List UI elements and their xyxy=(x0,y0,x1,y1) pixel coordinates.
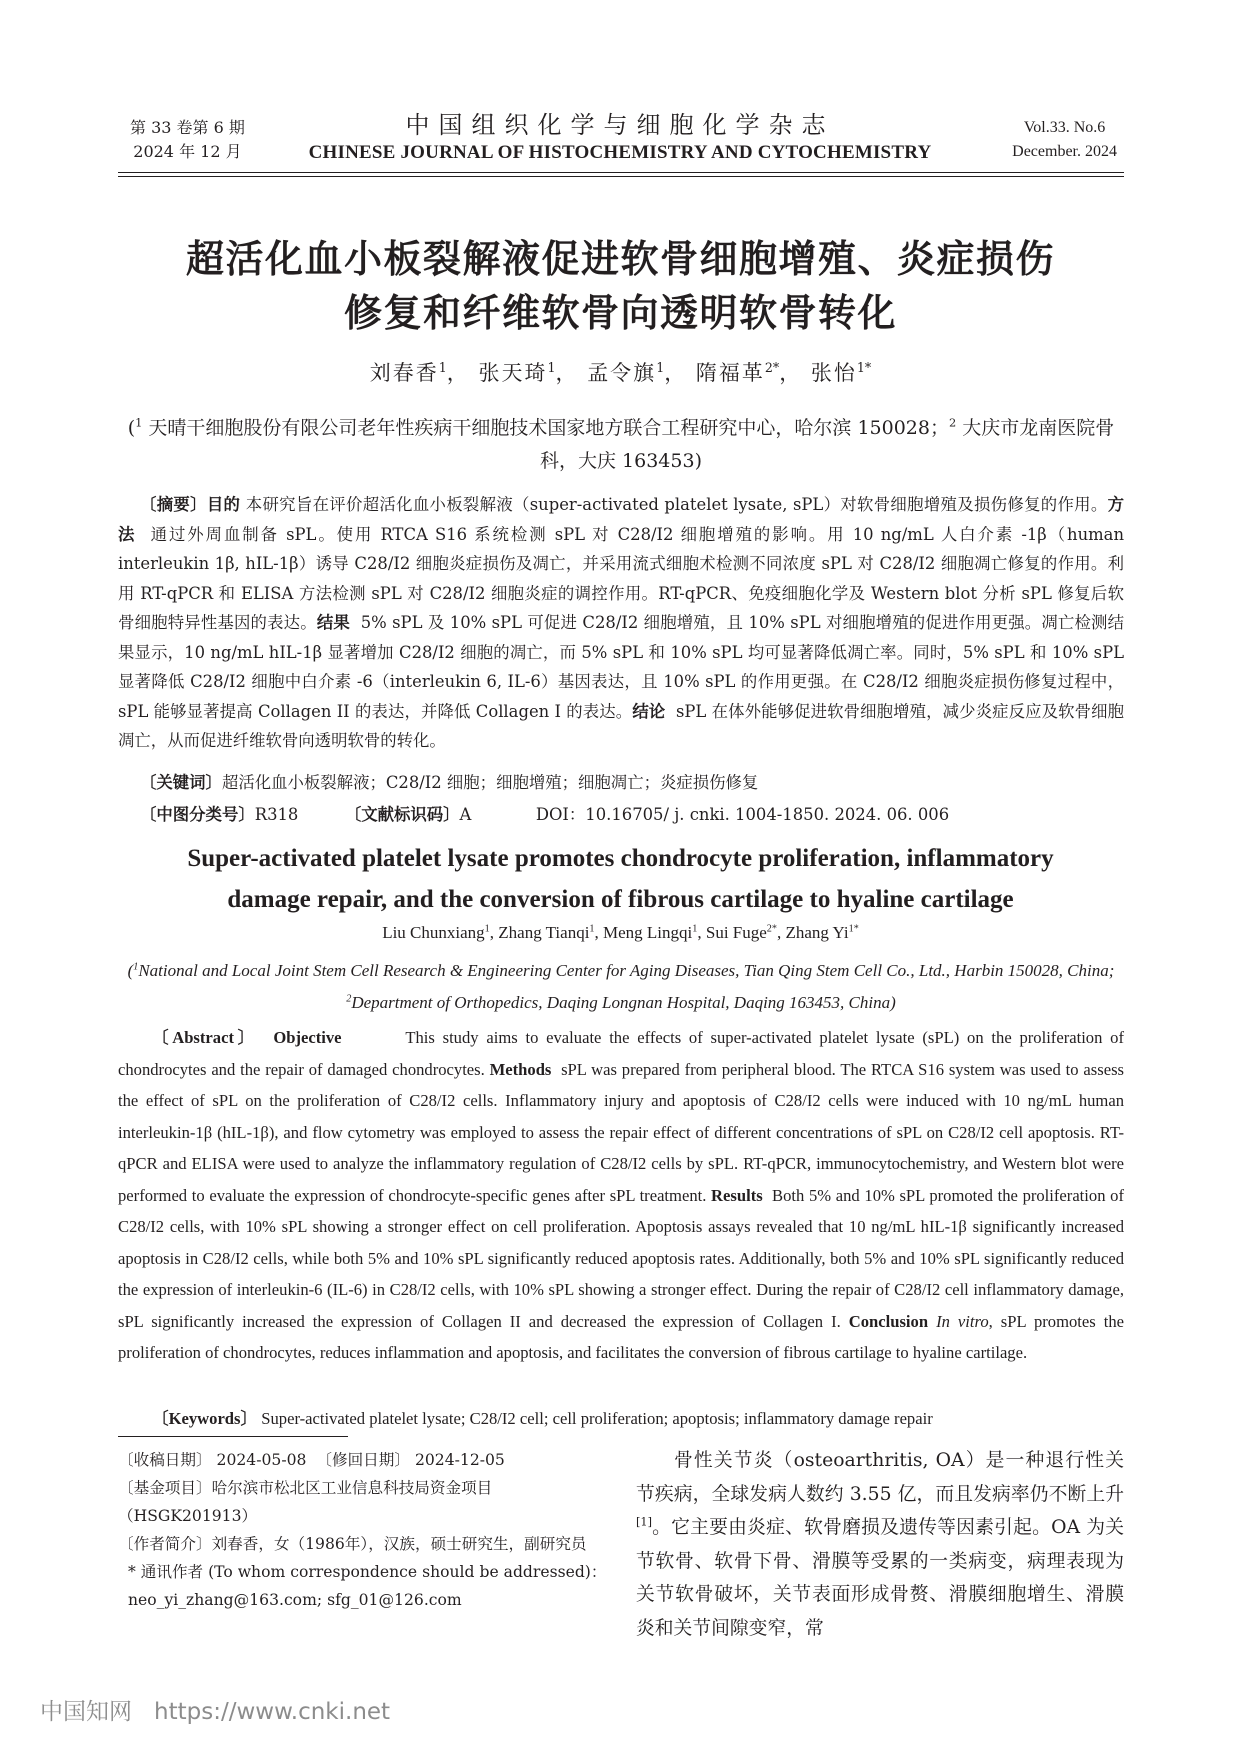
classification-cn xyxy=(140,800,1124,830)
affiliation-text-1: 天晴干细胞股份有限公司老年性疾病干细胞技术国家地方联合工程研究中心，哈尔滨 150028； xyxy=(142,417,949,439)
keywords-cn-label: 〔关键词〕 xyxy=(140,773,222,792)
revised-date-label: 〔修回日期〕 xyxy=(316,1451,410,1469)
author-affiliation-mark: 1 xyxy=(656,360,665,375)
article-title-en-line2: damage repair, and the conversion of fibrous cartilage to hyaline cartilage xyxy=(227,886,1014,913)
citation-ref: [1] xyxy=(636,1515,652,1529)
author-en: Zhang Yi xyxy=(785,923,849,942)
journal-title-cn: 中国组织化学与细胞化学杂志 xyxy=(405,111,835,139)
abstract-en-objective-label: Objective xyxy=(273,1028,342,1047)
affiliation-text-2: 大庆市龙南医院骨科，大庆 163453) xyxy=(540,417,1115,472)
header-volume-cn: 第 33 卷第 6 期 xyxy=(130,118,245,137)
document-code-value: A xyxy=(459,805,472,824)
author-affiliation-mark: 1 xyxy=(484,923,490,935)
document-code-label: 〔文献标识码〕 xyxy=(344,805,460,824)
journal-masthead xyxy=(260,110,980,166)
header-issue-cn xyxy=(130,116,245,164)
author-affiliation-mark: 1 xyxy=(438,360,447,375)
body-paragraph xyxy=(636,1444,1124,1646)
affiliation-cn xyxy=(118,412,1124,478)
author-en: Zhang Tianqi xyxy=(498,923,590,942)
footnotes xyxy=(118,1446,608,1614)
header-rule-thin xyxy=(118,176,1124,177)
body-paragraph-text-cont: 。它主要由炎症、软骨磨损及遗传等因素引起。OA 为关节软骨、软骨下骨、滑膜等受累的一类病变，病理表现为关节软骨破坏，关节表面形成骨赘、滑膜细胞增生、滑膜炎和关节间隙变窄，常 xyxy=(636,1517,1124,1639)
header-issue-en xyxy=(1012,116,1117,164)
article-title-cn-line1: 超活化血小板裂解液促进软骨细胞增殖、炎症损伤 xyxy=(185,237,1055,281)
abstract-en-results-label: Results xyxy=(711,1185,763,1205)
fund-text: 哈尔滨市松北区工业信息科技局资金项目（HSGK201913） xyxy=(118,1479,493,1525)
abstract-en-methods-label: Methods xyxy=(489,1059,552,1079)
keywords-cn-text: 超活化血小板裂解液；C28/I2 细胞；细胞增殖；细胞凋亡；炎症损伤修复 xyxy=(221,773,759,792)
author-affiliation-mark: 1 xyxy=(547,360,556,375)
author-cn: 刘春香 xyxy=(369,361,439,385)
author-affiliation-mark: 1* xyxy=(856,360,872,375)
footnote-dates xyxy=(118,1446,608,1474)
article-title-en xyxy=(100,838,1141,920)
fund-label: 〔基金项目〕 xyxy=(118,1479,212,1497)
affiliation-paren: ( xyxy=(127,417,136,439)
abstract-cn-methods-label: 方法 xyxy=(118,495,1124,544)
cnki-watermark xyxy=(40,1693,390,1726)
author-cn: 孟令旗 xyxy=(587,361,657,385)
body-paragraph-text: 骨性关节炎（osteoarthritis, OA）是一种退行性关节疾病，全球发病人数约 3.55 亿，而且发病率仍不断上升 xyxy=(636,1450,1124,1505)
abstract-en-label: 〔Abstract〕 xyxy=(152,1028,258,1047)
abstract-en-conclusion-label: Conclusion xyxy=(848,1311,929,1331)
article-title-cn-line2: 修复和纤维软骨向透明软骨转化 xyxy=(343,291,897,335)
keywords-en-label: 〔Keywords〕 xyxy=(152,1409,258,1428)
affiliation-paren: ( xyxy=(127,961,134,980)
abstract-en-methods: sPL was prepared from peripheral blood. The RTCA S16 system was used to assess the effect of sPL on the proliferation of C28/I2 cells. Inflammatory injury and apoptosis of C28/I2 cells were induced with 10 ng/mL human interleukin-1β (hIL-1β), and flow cytometry was employed to assess the repair effect of different concentrations of sPL on C28/I2 cell apoptosis. RT-qPCR and ELISA were used to analyze the inflammatory regulation of C28/I2 cells by sPL. RT-qPCR, immunocytochemistry, and Western blot were performed to evaluate the expression of chondrocyte-specific genes after sPL treatment. xyxy=(118,1059,1124,1205)
abstract-en-conclusion-italic: In vitro xyxy=(936,1311,989,1331)
abstract-cn-objective: 本研究旨在评价超活化血小板裂解液（super-activated platelet lysate, sPL）对软骨细胞增殖及损伤修复的作用。 xyxy=(245,495,1108,514)
affiliation-number: 2 xyxy=(346,993,352,1005)
abstract-en xyxy=(118,1022,1124,1369)
abstract-cn-conclusion-label: 结论 xyxy=(632,701,666,721)
abstract-en-results: Both 5% and 10% sPL promoted the proliferation of C28/I2 cells, with 10% sPL showing a stronger effect on cell proliferation. Apoptosis assays revealed that 10 ng/mL hIL-1β significantly increased apoptosis in C28/I2 cells, while both 5% and 10% sPL significantly reduced apoptosis rates. Additionally, both 5% and 10% sPL significantly reduced the expression of interleukin-6 (IL-6) in C28/I2 cells, with 10% sPL showing a stronger effect. During the repair of C28/I2 cell inflammatory damage, sPL significantly increased the expression of Collagen II and decreased the expression of Collagen I. xyxy=(118,1185,1124,1331)
keywords-en xyxy=(152,1404,1124,1434)
doi-value: 10.16705/ j. cnki. 1004-1850. 2024. 06. 006 xyxy=(585,805,950,824)
footnote-author xyxy=(118,1530,608,1558)
doi-label: DOI： xyxy=(535,805,586,824)
header-date-en: December. 2024 xyxy=(1012,143,1117,160)
cnki-url: https://www.cnki.net xyxy=(154,1699,391,1725)
article-title-en-line1: Super-activated platelet lysate promotes chondrocyte proliferation, inflammatory xyxy=(187,845,1054,872)
affiliation-en xyxy=(118,955,1124,1019)
affiliation-number: 2 xyxy=(949,415,957,430)
author-list-cn: 刘春香$^1$， 张天琦$^1$， 孟令旗$^1$， 隋福革$^{2*}$， 张怡$^{1*}$ xyxy=(369,360,872,385)
author-affiliation-mark: 1 xyxy=(589,923,595,935)
author-affiliation-mark: 2* xyxy=(766,923,777,935)
abstract-cn-results-label: 结果 xyxy=(316,613,350,632)
header-date-cn: 2024 年 12 月 xyxy=(133,142,242,161)
header-volume-en: Vol.33. No.6 xyxy=(1023,119,1106,136)
keywords-en-text: Super-activated platelet lysate; C28/I2 cell; cell proliferation; apoptosis; inflammatory damage repair xyxy=(261,1409,933,1428)
affiliation-number: 1 xyxy=(135,415,143,430)
author-bio-label: 〔作者简介〕 xyxy=(118,1535,212,1553)
author-cn: 张怡 xyxy=(810,361,857,385)
affiliation-text-2: Department of Orthopedics, Daqing Longnan Hospital, Daqing 163453, China) xyxy=(351,993,896,1012)
cnki-brand: 中国知网 xyxy=(40,1699,132,1725)
author-list-en: Liu Chunxiang$^1$, Zhang Tianqi$^1$, Meng Lingqi$^1$, Sui Fuge$^{2*}$, Zhang $Yi^{1*}$ xyxy=(382,923,859,942)
author-cn: 隋福革 xyxy=(695,361,765,385)
received-date: 2024-05-08 xyxy=(216,1451,307,1469)
abstract-cn xyxy=(118,490,1124,756)
abstract-cn-label: 〔摘要〕目的 xyxy=(140,495,241,514)
body-text xyxy=(636,1444,1124,1646)
abstract-cn-results: 5% sPL 及 10% sPL 可促进 C28/I2 细胞增殖，且 10% sPL 对细胞增殖的促进作用更强。凋亡检测结果显示，10 ng/mL hIL-1β 显著增加 C28/I2 细胞的凋亡，而 5% sPL 和 10% sPL 均可显著降低凋亡率。同时，5% sPL 和 10% sPL 显著降低 C28/I2 细胞中白介素 -6（interleukin 6, IL-6）基因表达，且 10% sPL 的作用更强。在 C28/I2 细胞炎症损伤修复过程中，sPL 能够显著提高 Collagen II 的表达，并降低 Collagen I 的表达。 xyxy=(118,613,1125,721)
clc-label: 〔中图分类号〕 xyxy=(140,805,255,824)
keywords-cn xyxy=(140,768,1124,798)
article-title-cn xyxy=(100,232,1141,340)
clc-value: R318 xyxy=(254,805,299,824)
author-affiliation-mark: 2* xyxy=(764,360,780,375)
affiliation-number: 1 xyxy=(133,961,139,973)
author-cn: 张天琦 xyxy=(478,361,548,385)
abstract-en-objective: This study aims to evaluate the effects of super-activated platelet lysate (sPL) on the proliferation of chondrocytes and the repair of damaged chondrocytes. xyxy=(118,1028,1124,1079)
footnote-correspondence-label: * 通讯作者 (To whom correspondence should be addressed)： xyxy=(128,1563,607,1581)
received-date-label: 〔收稿日期〕 xyxy=(118,1451,212,1469)
author-en: Meng Lingqi xyxy=(603,923,693,942)
journal-title-en: CHINESE JOURNAL OF HISTOCHEMISTRY AND CYTOCHEMISTRY xyxy=(308,142,932,163)
abstract-cn-conclusion: sPL 在体外能够促进软骨细胞增殖，减少炎症反应及软骨细胞凋亡，从而促进纤维软骨向透明软骨的转化。 xyxy=(118,701,1124,750)
revised-date: 2024-12-05 xyxy=(414,1451,505,1469)
header-rule xyxy=(118,172,1124,173)
abstract-cn-methods: 通过外周血制备 sPL。使用 RTCA S16 系统检测 sPL 对 C28/I2 细胞增殖的影响。用 10 ng/mL 人白介素 -1β（human interleukin 1β, hIL-1β）诱导 C28/I2 细胞炎症损伤及凋亡，并采用流式细胞术检测不同浓度 sPL 对 C28/I2 细胞凋亡修复的作用。利用 RT-qPCR 和 ELISA 方法检测 sPL 对 C28/I2 细胞炎症的调控作用。RT-qPCR、免疫细胞化学及 Western blot 分析 sPL 修复后软骨细胞特异性基因的表达。 xyxy=(118,524,1125,632)
abstract-en-conclusion: , sPL promotes the proliferation of chondrocytes, reduces inflammation and apoptosis, and facilitates the conversion of fibrous cartilage to hyaline cartilage. xyxy=(118,1311,1124,1362)
footnote-rule xyxy=(118,1436,348,1437)
author-en: Liu Chunxiang xyxy=(382,923,485,942)
footnote-correspondence-email: neo_yi_zhang@163.com; sfg_01@126.com xyxy=(128,1591,462,1609)
author-en: Sui Fuge xyxy=(705,923,767,942)
footnote-fund xyxy=(118,1474,608,1530)
author-bio-text: 刘春香，女（1986年），汉族，硕士研究生，副研究员 xyxy=(211,1535,587,1553)
affiliation-text-1: National and Local Joint Stem Cell Research & Engineering Center for Aging Diseases, Tian Qing Stem Cell Co., Ltd., Harbin 150028, China; xyxy=(138,961,1115,980)
author-affiliation-mark: 1 xyxy=(692,923,698,935)
author-affiliation-mark: 1* xyxy=(848,923,859,935)
